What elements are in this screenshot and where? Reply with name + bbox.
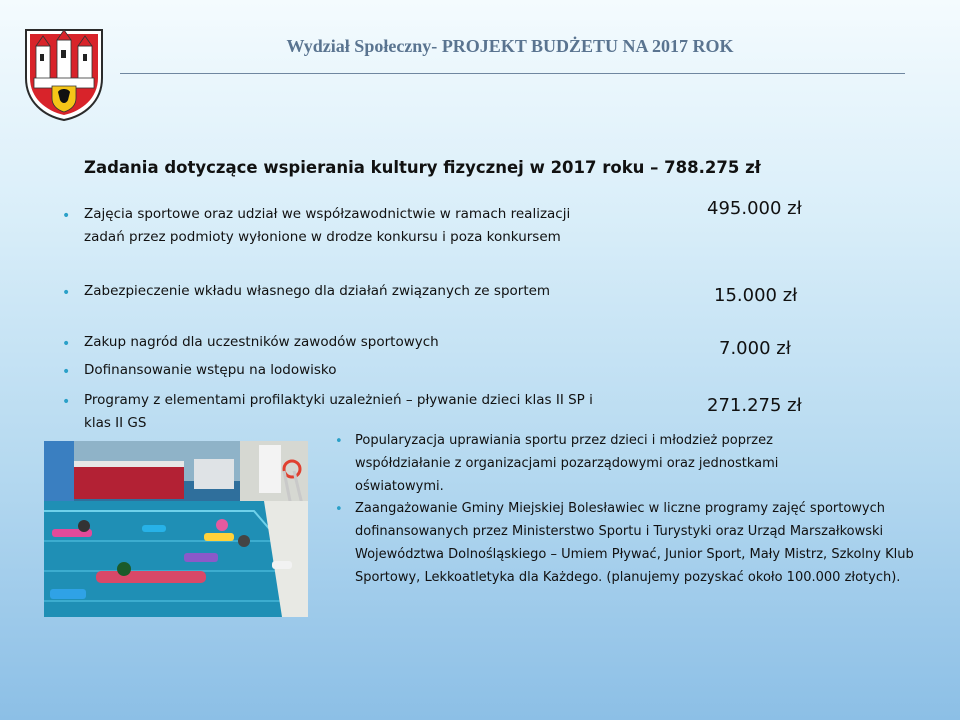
list-item-text: Zabezpieczenie wkładu własnego dla działań związanych ze sportem (84, 283, 551, 299)
city-coat-of-arms-icon (22, 26, 106, 122)
amount-value: 15.000 zł (714, 285, 798, 306)
bullet-icon: • (62, 285, 71, 301)
list-item-text: Programy z elementami profilaktyki uzależnień – pływanie dzieci klas II SP i klas II GS (84, 392, 593, 431)
bullet-icon: • (62, 394, 71, 410)
bullet-icon: • (62, 208, 71, 224)
swimming-pool-photo (44, 441, 308, 617)
list-item (62, 203, 604, 249)
list-item (335, 429, 845, 498)
bullet-icon: • (62, 364, 71, 380)
header-title-main: PROJEKT BUDŻETU NA 2017 ROK (441, 36, 734, 56)
list-item-text: Dofinansowanie wstępu na lodowisko (84, 362, 337, 378)
header-title (120, 36, 900, 57)
list-item-text: Popularyzacja uprawiania sportu przez dzieci i młodzież poprzez współdziałanie z organizacjami pozarządowymi oraz jednostkami oświatowymi. (355, 433, 779, 494)
amount-value: 271.275 zł (707, 395, 802, 416)
list-item-text: Zakup nagród dla uczestników zawodów sportowych (84, 334, 439, 350)
header-divider (120, 73, 905, 74)
list-item-text: Zajęcia sportowe oraz udział we współzawodnictwie w ramach realizacji zadań przez podmioty wyłonione w drodze konkursu i poza konkursem (84, 206, 571, 245)
list-item-text: Zaangażowanie Gminy Miejskiej Bolesławiec w liczne programy zajęć sportowych dofinansowanych przez Ministerstwo Sportu i Turystyki oraz Urząd Marszałkowski Województwa Dolnośląskiego – Umiem Pływać, Junior Sport, Mały Mistrz, Szkolny Klub Sportowy, Lekkoatletyka dla Każdego. (planujemy pozyskać około 100.000 złotych). (355, 501, 914, 585)
list-item (335, 497, 915, 589)
bullet-icon: • (335, 502, 343, 517)
header-title-prefix: Wydział Społeczny- (286, 36, 442, 56)
bullet-icon: • (335, 434, 343, 449)
bullet-icon: • (62, 336, 71, 352)
amount-value: 495.000 zł (707, 198, 802, 219)
list-item (62, 359, 624, 382)
page-title: Zadania dotyczące wspierania kultury fizycznej w 2017 roku – 788.275 zł (84, 158, 761, 177)
list-item (62, 280, 584, 303)
amount-value: 7.000 zł (719, 338, 791, 359)
list-item (62, 331, 624, 354)
